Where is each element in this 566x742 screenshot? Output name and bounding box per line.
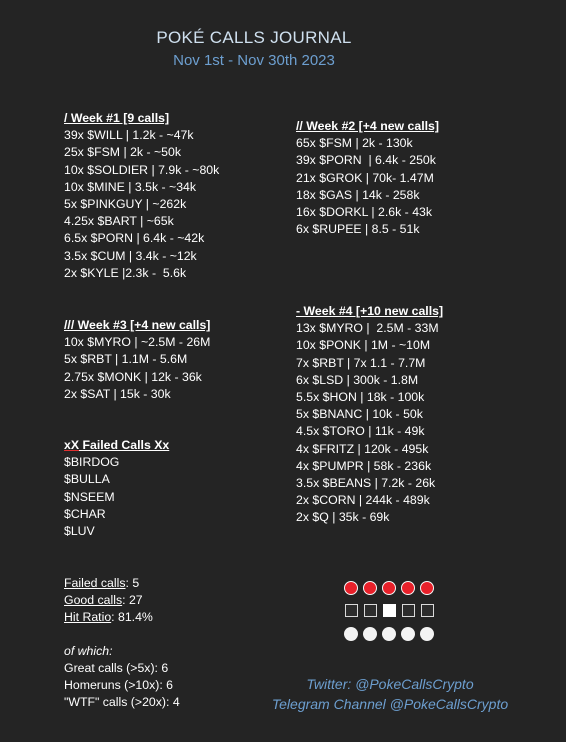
week1-list — [64, 127, 219, 282]
pokeball-square — [345, 604, 358, 617]
list-item: 4.5x $TORO | 11k - 49k — [296, 424, 425, 439]
list-item: 5.5x $HON | 18k - 100k — [296, 390, 425, 405]
list-item: 10x $SOLDIER | 7.9k - ~80k — [64, 162, 220, 177]
week4-heading: - Week #4 [+10 new calls] — [296, 304, 444, 318]
stats-section — [64, 575, 180, 711]
list-item: 2x $Q | 35k - 69k — [296, 510, 390, 525]
list-item: 6x $LSD | 300k - 1.8M — [296, 372, 419, 387]
week3-heading: /// Week #3 [+4 new calls] — [64, 318, 211, 332]
pokeball-dot — [344, 627, 358, 641]
list-item: 5x $BNANC | 10k - 50k — [296, 407, 423, 422]
hit-ratio-stat — [64, 609, 180, 626]
pokeball-square — [383, 604, 396, 617]
pokeball-dot — [363, 627, 377, 641]
pokeball-middle-row — [344, 604, 440, 619]
list-item: 6x $RUPEE | 8.5 - 51k — [296, 222, 420, 237]
week4-list — [296, 320, 443, 526]
failed-heading-rest: Failed Calls Xx — [79, 438, 170, 452]
good-calls-label: Good calls — [64, 593, 123, 607]
list-item: 18x $GAS | 14k - 258k — [296, 187, 420, 202]
list-item: 65x $FSM | 2k - 130k — [296, 136, 413, 151]
list-item: 2x $SAT | 15k - 30k — [64, 386, 171, 401]
list-item: $LUV — [64, 524, 95, 539]
week3-list — [64, 334, 210, 403]
week2-heading: // Week #2 [+4 new calls] — [296, 119, 439, 133]
pokeball-icon — [344, 581, 440, 650]
pokeball-square — [421, 604, 434, 617]
homeruns-stat: Homeruns (>10x): 6 — [64, 678, 174, 692]
list-item: 13x $MYRO | 2.5M - 33M — [296, 321, 439, 336]
pokeball-square — [402, 604, 415, 617]
date-range: Nov 1st - Nov 30th 2023 — [173, 52, 335, 69]
pokeball-top-row — [344, 581, 440, 596]
twitter-handle: Twitter: @PokeCallsCrypto — [306, 676, 474, 692]
list-item: $NSEEM — [64, 489, 115, 504]
list-item: 3.5x $CUM | 3.4k - ~12k — [64, 248, 197, 263]
pokeball-dot — [401, 581, 415, 595]
hit-ratio-label: Hit Ratio — [64, 610, 112, 624]
list-item: 2x $KYLE |2.3k - 5.6k — [64, 265, 187, 280]
list-item: 2.75x $MONK | 12k - 36k — [64, 369, 202, 384]
list-item: 4.25x $BART | ~65k — [64, 214, 174, 229]
list-item: 4x $PUMPR | 58k - 236k — [296, 458, 432, 473]
pokeball-dot — [382, 581, 396, 595]
list-item: 4x $FRITZ | 120k - 495k — [296, 441, 429, 456]
list-item: 7x $RBT | 7x 1.1 - 7.7M — [296, 355, 426, 370]
list-item: 21x $GROK | 70k- 1.47M — [296, 170, 434, 185]
list-item: 10x $MINE | 3.5k - ~34k — [64, 179, 197, 194]
list-item: 39x $PORN | 6.4k - 250k — [296, 153, 436, 168]
list-item: $CHAR — [64, 506, 106, 521]
journal-title: POKÉ CALLS JOURNAL — [156, 28, 352, 47]
list-item: $BIRDOG — [64, 455, 120, 470]
pokeball-dot — [363, 581, 377, 595]
week2-section — [296, 118, 439, 238]
hit-ratio-value: : 81.4% — [111, 610, 153, 624]
week3-section — [64, 317, 210, 403]
social-links — [240, 674, 540, 714]
failed-heading — [64, 437, 169, 454]
week1-section — [64, 110, 219, 282]
great-calls-stat: Great calls (>5x): 6 — [64, 661, 169, 675]
telegram-channel: Telegram Channel @PokeCallsCrypto — [271, 696, 509, 712]
failed-calls-label: Failed calls — [64, 576, 126, 590]
list-item: 3.5x $BEANS | 7.2k - 26k — [296, 476, 436, 491]
pokeball-dot — [344, 581, 358, 595]
list-item: 10x $MYRO | ~2.5M - 26M — [64, 335, 211, 350]
failed-calls-stat — [64, 575, 180, 592]
pokeball-dot — [420, 581, 434, 595]
list-item: 5x $PINKGUY | ~262k — [64, 197, 187, 212]
failed-calls-value: : 5 — [125, 576, 140, 590]
wtf-calls-stat: "WTF" calls (>20x): 4 — [64, 695, 180, 709]
pokeball-dot — [420, 627, 434, 641]
failed-list — [64, 454, 169, 540]
week2-list — [296, 135, 439, 238]
week4-section — [296, 303, 443, 527]
failed-heading-prefix: xX — [64, 438, 80, 452]
list-item: 10x $PONK | 1M - ~10M — [296, 338, 431, 353]
pokeball-dot — [401, 627, 415, 641]
failed-section — [64, 437, 169, 540]
list-item: 16x $DORKL | 2.6k - 43k — [296, 205, 433, 220]
good-calls-stat — [64, 592, 180, 609]
pokeball-dot — [382, 627, 396, 641]
list-item: 5x $RBT | 1.1M - 5.6M — [64, 352, 188, 367]
week1-heading: / Week #1 [9 calls] — [64, 111, 170, 125]
of-which-label: of which: — [64, 644, 113, 658]
list-item: $BULLA — [64, 472, 110, 487]
good-calls-value: : 27 — [122, 593, 143, 607]
list-item: 2x $CORN | 244k - 489k — [296, 493, 430, 508]
pokeball-square — [364, 604, 377, 617]
list-item: 25x $FSM | 2k - ~50k — [64, 145, 181, 160]
pokeball-bottom-row — [344, 627, 440, 642]
list-item: 39x $WILL | 1.2k - ~47k — [64, 128, 194, 143]
list-item: 6.5x $PORN | 6.4k - ~42k — [64, 231, 205, 246]
